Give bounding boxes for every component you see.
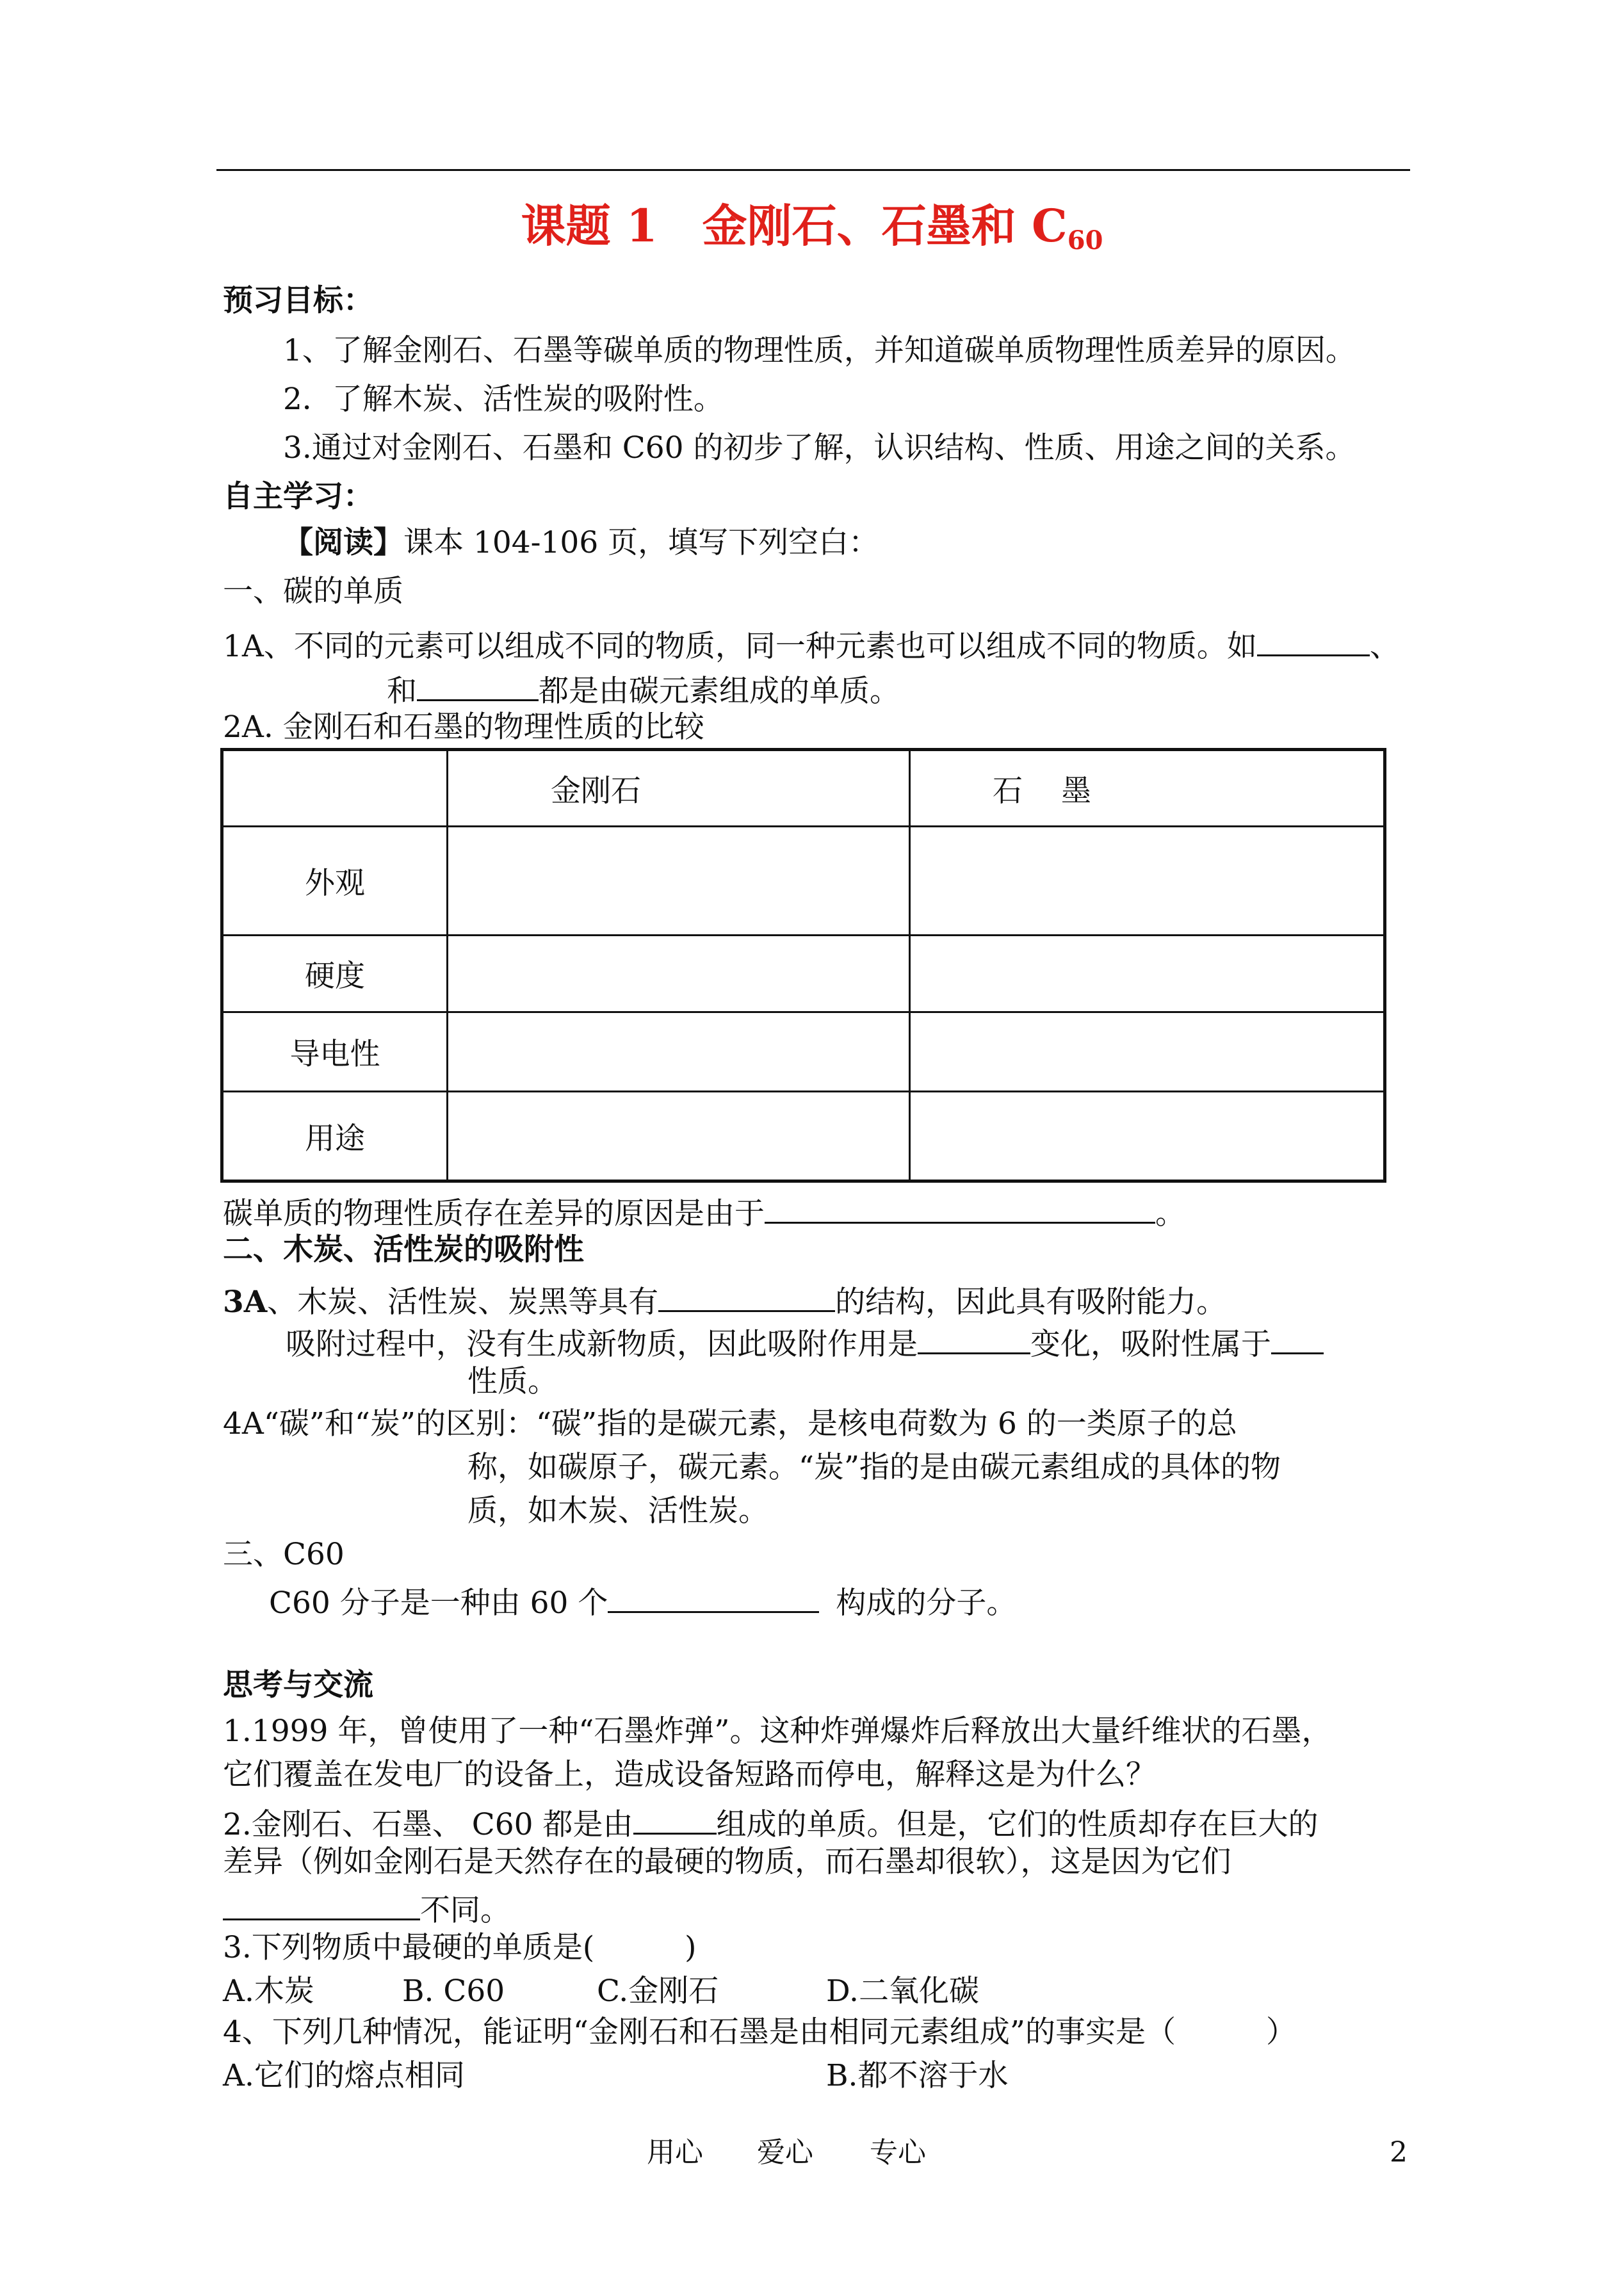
table-cell[interactable]: [910, 827, 1385, 936]
row-label-appearance: 外观: [222, 827, 448, 936]
footer-left: 用心: [647, 2136, 703, 2169]
blank-d-q2-structure[interactable]: [223, 1889, 420, 1920]
d-q2-line1: 2.金刚石、石墨、 C60 都是由 组成的单质。但是，它们的性质却存在巨大的: [223, 1803, 1319, 1840]
q1a-line1: 1A、不同的元素可以组成不同的物质，同一种元素也可以组成不同的物质。如 、: [223, 625, 1400, 661]
q4a-line3: 质，如木炭、活性炭。: [467, 1493, 768, 1529]
d-q3-option-c[interactable]: C.金刚石: [597, 1974, 719, 2009]
table-cell[interactable]: [448, 936, 910, 1012]
preview-heading: 预习目标：: [223, 283, 373, 318]
header-rule: [216, 169, 1410, 171]
d-q1-line1: 1.1999 年，曾使用了一种“石墨炸弹”。这种炸弹爆炸后释放出大量纤维状的石墨，: [223, 1714, 1332, 1749]
d-q3-option-d[interactable]: D.二氧化碳: [826, 1974, 979, 2009]
q1a-line2: 和 都是由碳元素组成的单质。: [387, 670, 900, 706]
comparison-table: [220, 748, 1386, 1183]
q3a-line1: 3A、木炭、活性炭、炭黑等具有 的结构，因此具有吸附能力。: [223, 1281, 1226, 1317]
table-cell[interactable]: [448, 1012, 910, 1092]
table-header-diamond: 金刚石: [448, 750, 910, 827]
reason-line: 碳单质的物理性质存在差异的原因是由于 。: [223, 1192, 1185, 1229]
d-q4: 4、下列几种情况，能证明“金刚石和石墨是由相同元素组成”的事实是（ ）: [223, 2015, 1296, 2050]
table-header-row: [222, 750, 1385, 827]
goal-1: 1、了解金刚石、石墨等碳单质的物理性质，并知道碳单质物理性质差异的原因。: [283, 333, 1356, 368]
row-label-hardness: 硬度: [222, 936, 448, 1012]
c60-line: C60 分子是一种由 60 个 构成的分子。: [269, 1582, 1016, 1618]
blank-d-q2-element[interactable]: [633, 1803, 717, 1835]
table-cell[interactable]: [910, 1012, 1385, 1092]
reading-tag: 【阅读】: [283, 525, 403, 560]
q4a-line2: 称，如碳原子，碳元素。“炭”指的是由碳元素组成的具体的物: [467, 1450, 1281, 1485]
footer-mid: 爱心: [757, 2136, 813, 2169]
row-label-uses: 用途: [222, 1092, 448, 1181]
table-cell[interactable]: [448, 1092, 910, 1181]
blank-q1a-2[interactable]: [417, 670, 539, 701]
d-q2-line3: 不同。: [223, 1889, 510, 1926]
row-label-conductivity: 导电性: [222, 1012, 448, 1092]
table-cell[interactable]: [910, 936, 1385, 1012]
table-row: [222, 1012, 1385, 1092]
section-3-heading: 三、C60: [223, 1537, 345, 1572]
table-row: [222, 827, 1385, 936]
goal-2: 2．了解木炭、活性炭的吸附性。: [283, 382, 724, 417]
blank-c60[interactable]: [608, 1582, 819, 1613]
d-q4-option-b[interactable]: B.都不溶于水: [826, 2058, 1009, 2093]
blank-q3a-property[interactable]: [1271, 1323, 1324, 1354]
self-study-heading: 自主学习：: [223, 479, 373, 514]
q3a-line2: 吸附过程中，没有生成新物质，因此吸附作用是 变化，吸附性属于: [286, 1323, 1324, 1359]
table-row: [222, 936, 1385, 1012]
d-q4-option-a[interactable]: A.它们的熔点相同: [223, 2058, 465, 2093]
discussion-heading: 思考与交流: [223, 1667, 373, 1703]
q3a-line3: 性质。: [467, 1364, 558, 1399]
d-q3-option-a[interactable]: A.木炭: [223, 1974, 314, 2009]
d-q2-line2: 差异（例如金刚石是天然存在的最硬的物质，而石墨却很软），这是因为它们: [223, 1844, 1231, 1879]
q2a-heading: 2A. 金刚石和石墨的物理性质的比较: [223, 710, 704, 745]
section-2-heading: 二、木炭、活性炭的吸附性: [223, 1232, 584, 1267]
page-number: 2: [1390, 2136, 1408, 2169]
section-1-heading: 一、碳的单质: [223, 574, 403, 609]
d-q1-line2: 它们覆盖在发电厂的设备上，造成设备短路而停电，解释这是为什么？: [223, 1757, 1156, 1792]
footer-right: 专心: [870, 2136, 926, 2169]
q4a-line1: 4A“碳”和“炭”的区别：“碳”指的是碳元素，是核电荷数为 6 的一类原子的总: [223, 1406, 1237, 1441]
reading-line: 【阅读】课本 104-106 页，填写下列空白：: [283, 525, 879, 560]
table-header-graphite: 石墨: [910, 750, 1385, 827]
blank-reason[interactable]: [765, 1192, 1155, 1224]
table-header-cell: [222, 750, 448, 827]
blank-q3a-change[interactable]: [918, 1323, 1030, 1354]
title-subscript: 60: [1067, 225, 1103, 255]
page-title: 课题 1 金刚石、石墨和 $C_{60}$: [521, 199, 1103, 255]
blank-q1a-1[interactable]: [1257, 625, 1370, 656]
d-q3: 3.下列物质中最硬的单质是( ): [223, 1930, 697, 1965]
blank-q3a-structure[interactable]: [658, 1281, 835, 1312]
d-q3-option-b[interactable]: B. C60: [402, 1974, 505, 2009]
table-cell[interactable]: [910, 1092, 1385, 1181]
table-row: [222, 1092, 1385, 1181]
table-cell[interactable]: [448, 827, 910, 936]
goal-3: 3.通过对金刚石、石墨和 C60 的初步了解，认识结构、性质、用途之间的关系。: [283, 430, 1356, 466]
